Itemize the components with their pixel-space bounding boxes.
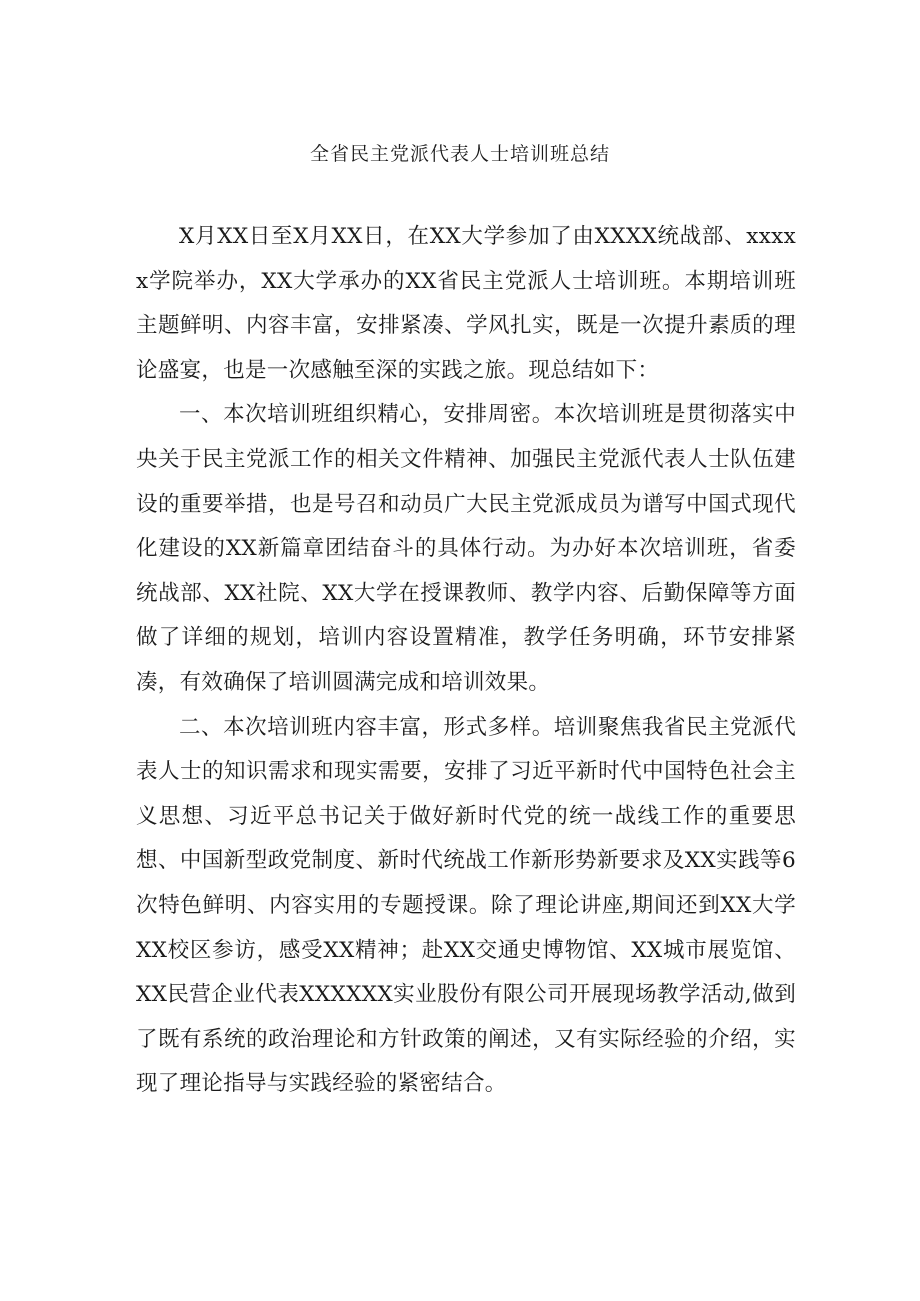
section-two-paragraph: 二、本次培训班内容丰富，形式多样。培训聚焦我省民主党派代表人士的知识需求和现实需要，安排了习近平新时代中国特色社会主义思想、习近平总书记关于做好新时代党的统一战线工作的重要思想、中国新型政党制度、新时代统战工作新形势新要求及XX实践等6次特色鲜明、内容实用的专题授课。除了理论讲座,期间还到XX大学XX校区参访，感受XX精神；赴XX交通史博物馆、XX城市展览馆、XX民营企业代表XXXXXX实业股份有限公司开展现场教学活动,做到了既有系统的政治理论和方针政策的阐述，又有实际经验的介绍，实现了理论指导与实践经验的紧密结合。 xyxy=(136,714,796,1097)
document-body xyxy=(136,215,796,1107)
intro-paragraph: X月XX日至X月XX日，在XX大学参加了由XXXX统战部、xxxxx学院举办，XX大学承办的XX省民主党派人士培训班。本期培训班主题鲜明、内容丰富，安排紧凑、学风扎实，既是一次提升素质的理论盛宴，也是一次感触至深的实践之旅。现总结如下： xyxy=(136,224,796,383)
document-title: 全省民主党派代表人士培训班总结 xyxy=(309,143,610,165)
section-one-paragraph: 一、本次培训班组织精心，安排周密。本次培训班是贯彻落实中央关于民主党派工作的相关文件精神、加强民主党派代表人士队伍建设的重要举措，也是号召和动员广大民主党派成员为谱写中国式现代化建设的XX新篇章团结奋斗的具体行动。为办好本次培训班，省委统战部、XX社院、XX大学在授课教师、教学内容、后勤保障等方面做了详细的规划，培训内容设置精准，教学任务明确，环节安排紧凑，有效确保了培训圆满完成和培训效果。 xyxy=(136,402,796,695)
